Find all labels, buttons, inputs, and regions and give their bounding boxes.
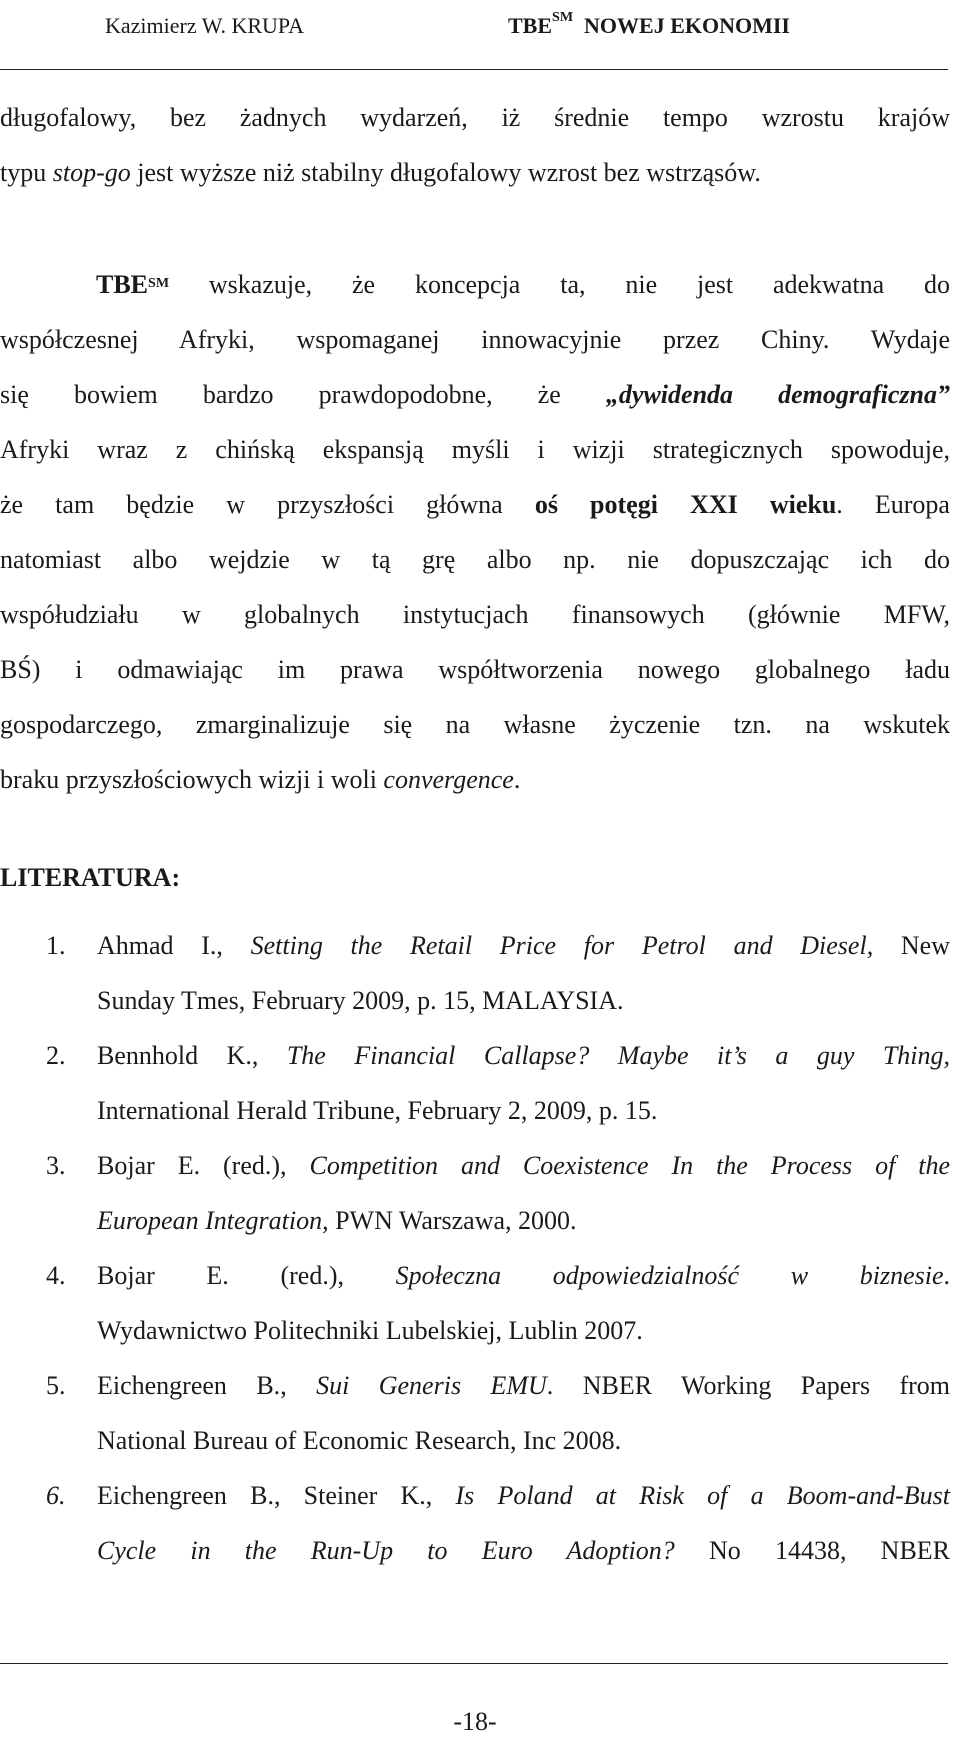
paragraph-2-line: Afryki wraz z chińską ekspansją myśli i wizji strategicznych spowoduje, xyxy=(0,435,950,464)
reference-list xyxy=(0,918,950,1578)
text-run: wskazuje, że koncepcja ta, nie jest adekwatna do xyxy=(169,270,950,299)
footer-rule xyxy=(0,1663,948,1664)
text-run: typu xyxy=(0,158,53,187)
reference-number: 2. xyxy=(46,1041,66,1070)
text-run: Eichengreen B., Steiner K. xyxy=(97,1481,426,1510)
italic-title: The Financial Callapse? Maybe it’s a guy Thing, xyxy=(286,1041,951,1070)
reference-line: Wydawnictwo Politechniki Lubelskiej, Lublin 2007. xyxy=(97,1316,643,1345)
reference-line: Sunday Tmes, February 2009, p. 15, MALAYSIA. xyxy=(97,986,624,1015)
text-run: Ahmad I. xyxy=(97,931,217,960)
text-run: New xyxy=(873,931,950,960)
paragraph-2-line: natomiast albo wejdzie w tą grę albo np. nie dopuszczając ich do xyxy=(0,545,950,574)
reference-body xyxy=(97,1468,950,1578)
reference-number xyxy=(46,1468,66,1523)
text-run: Bennhold K. xyxy=(97,1041,252,1070)
header-title-prefix: TBE xyxy=(508,13,553,38)
header-title-rest: NOWEJ EKONOMII xyxy=(584,13,790,38)
paragraph-1-line: długofalowy, bez żadnych wydarzeń, iż średnie tempo wzrostu krajów xyxy=(0,103,950,132)
text-run: . xyxy=(513,765,521,794)
text-run: . xyxy=(943,1261,950,1290)
italic-title: Setting the Retail Price for Petrol and Diesel, xyxy=(250,931,874,960)
reference-line xyxy=(97,1523,950,1578)
reference-item xyxy=(0,1468,950,1578)
bold-term: oś potęgi XXI wieku xyxy=(534,490,837,519)
running-header xyxy=(105,8,865,48)
paragraph-2-line xyxy=(0,367,950,422)
text-run: . NBER Working Papers from xyxy=(546,1371,951,1400)
page-number: -18- xyxy=(453,1707,497,1736)
text-run: , xyxy=(425,1481,456,1510)
text-run: No 14438, NBER xyxy=(674,1536,951,1565)
reference-line: National Bureau of Economic Research, Inc 2008. xyxy=(97,1426,622,1455)
reference-body xyxy=(97,1138,950,1248)
literature-heading: LITERATURA: xyxy=(0,863,181,892)
reference-item xyxy=(0,1028,950,1138)
text-run: . Europa xyxy=(836,490,950,519)
text-run: się bowiem bardzo prawdopodobne, że xyxy=(0,380,606,409)
text-run: że tam będzie w przyszłości główna xyxy=(0,490,535,519)
paragraph-2-line: gospodarczego, zmarginalizuje się na własne życzenie tzn. na wskutek xyxy=(0,710,950,739)
text-run: Bojar E. (red.) xyxy=(97,1151,281,1180)
reference-line xyxy=(97,1028,950,1083)
text-run: , xyxy=(216,931,251,960)
text-run: braku przyszłościowych wizji i woli xyxy=(0,765,384,794)
reference-body xyxy=(97,1248,950,1358)
text-run: jest wyższe niż stabilny długofalowy wzrost bez wstrząsów. xyxy=(130,158,761,187)
reference-line xyxy=(97,1193,950,1248)
paragraph-2-line xyxy=(0,752,950,807)
reference-line xyxy=(97,1248,950,1303)
header-rule xyxy=(0,69,948,70)
reference-body xyxy=(97,918,950,1028)
reference-line xyxy=(97,1358,950,1413)
reference-line xyxy=(97,1468,950,1523)
reference-number: 5. xyxy=(46,1371,66,1400)
reference-item xyxy=(0,1248,950,1358)
italic-title: Competition and Coexistence In the Process of the xyxy=(309,1151,951,1180)
reference-item xyxy=(0,918,950,1028)
paragraph-1 xyxy=(0,90,950,200)
reference-number: 4. xyxy=(46,1261,66,1290)
tbe-mark: TBE xyxy=(96,270,149,299)
text-run: , xyxy=(337,1261,396,1290)
reference-line: International Herald Tribune, February 2, 2009, p. 15. xyxy=(97,1096,658,1125)
text-run: , xyxy=(280,1371,317,1400)
sm-superscript: SM xyxy=(148,276,170,291)
italic-title: Sui Generis EMU xyxy=(316,1371,547,1400)
italic-number: 6. xyxy=(46,1481,66,1510)
reference-item xyxy=(0,1358,950,1468)
paragraph-1-line xyxy=(0,145,950,200)
reference-line xyxy=(97,918,950,973)
italic-title: Is Poland at Risk of a Boom-and-Bust xyxy=(455,1481,951,1510)
reference-line xyxy=(97,1138,950,1193)
italic-term: stop-go xyxy=(52,158,131,187)
paragraph-2-line xyxy=(0,477,950,532)
text-run: , xyxy=(280,1151,310,1180)
reference-body xyxy=(97,1358,950,1468)
text-run: Eichengreen B. xyxy=(97,1371,281,1400)
paragraph-2-line: współudziału w globalnych instytucjach finansowych (głównie MFW, xyxy=(0,600,950,629)
italic-title: Cycle in the Run-Up to Euro Adoption? xyxy=(97,1536,675,1565)
text-run: PWN Warszawa, 2000. xyxy=(328,1206,577,1235)
reference-body xyxy=(97,1028,950,1138)
paragraph-2-line xyxy=(0,257,950,312)
header-author: Kazimierz W. KRUPA xyxy=(105,13,305,38)
paragraph-2-line: BŚ) i odmawiając im prawa współtworzenia nowego globalnego ładu xyxy=(0,655,950,684)
italic-title: Społeczna odpowiedzialność w biznesie xyxy=(395,1261,944,1290)
italic-term: convergence xyxy=(383,765,514,794)
reference-number: 3. xyxy=(46,1151,66,1180)
header-title-sup: SM xyxy=(552,9,574,25)
italic-title: European Integration, xyxy=(97,1206,329,1235)
paragraph-2 xyxy=(0,257,950,807)
header-title xyxy=(508,9,790,39)
paragraph-2-line: współczesnej Afryki, wspomaganej innowacyjnie przez Chiny. Wydaje xyxy=(0,325,950,354)
text-run: , xyxy=(251,1041,287,1070)
reference-item xyxy=(0,1138,950,1248)
text-run: Bojar E. (red.) xyxy=(97,1261,338,1290)
reference-number: 1. xyxy=(46,931,66,960)
bold-italic-term: „dywidenda demograficzna” xyxy=(605,380,950,409)
